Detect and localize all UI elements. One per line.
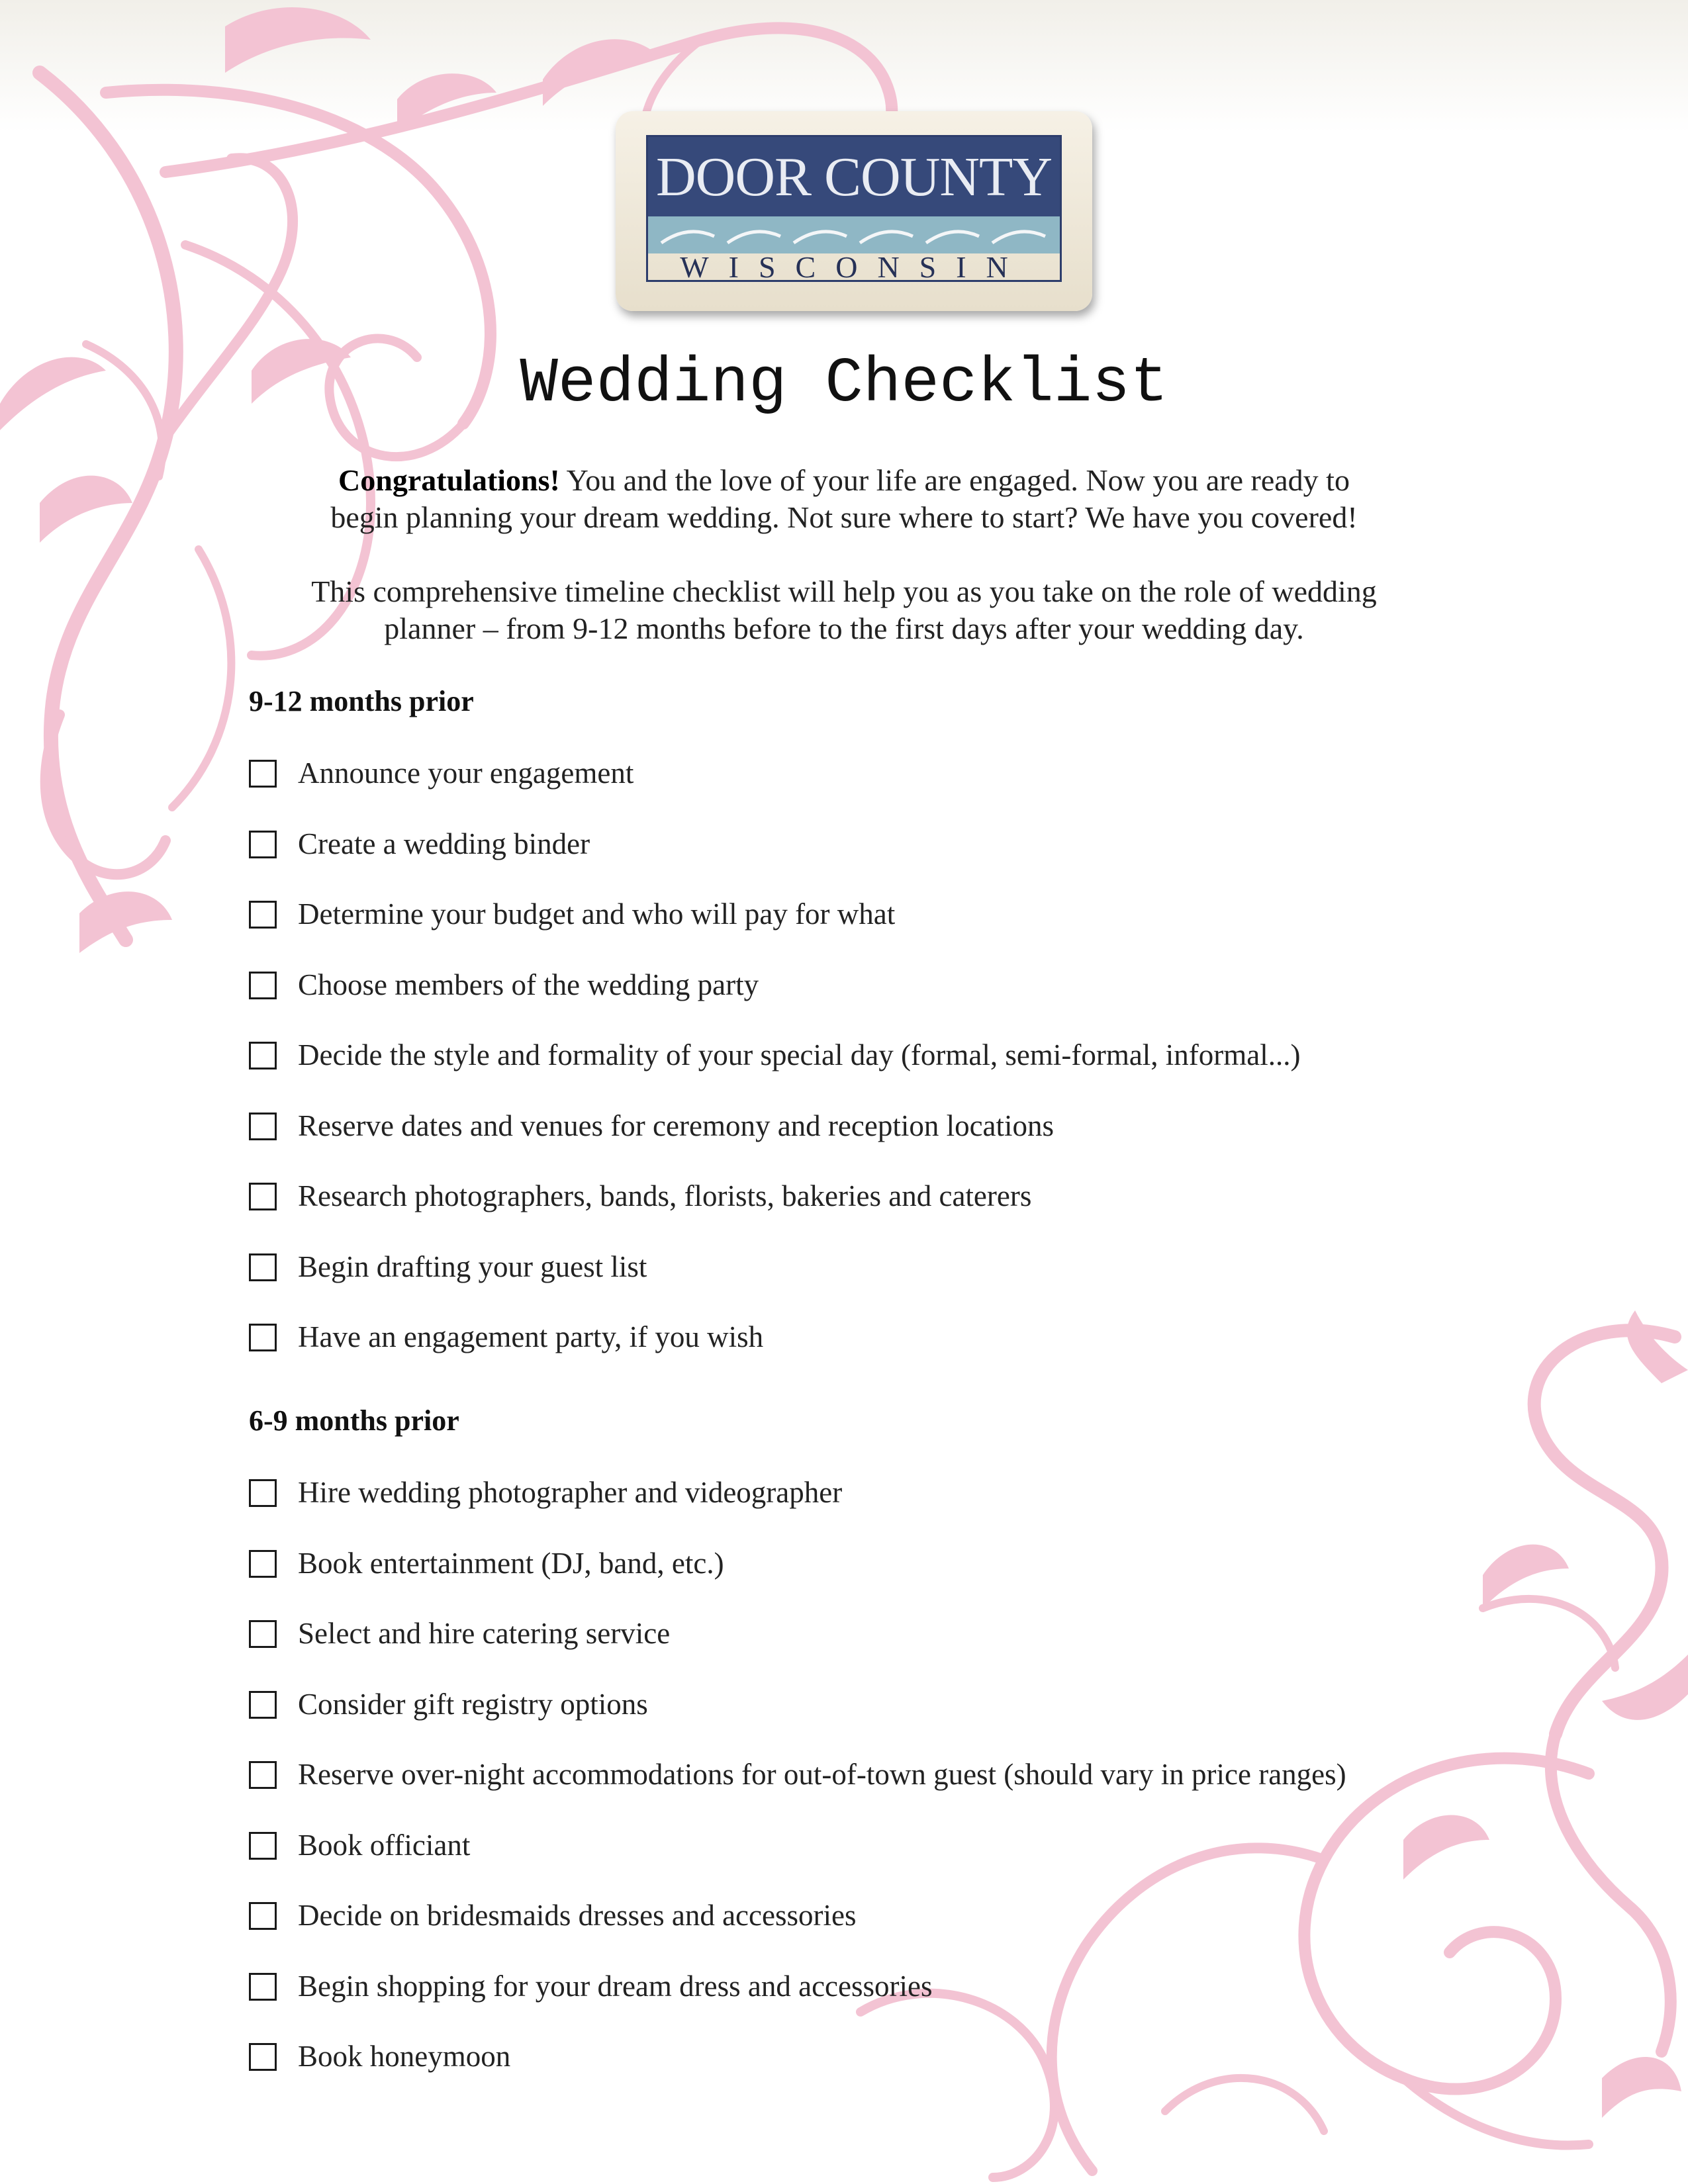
checklist-item <box>249 1318 1507 1358</box>
checklist-item-label: Decide the style and formality of your special day (formal, semi-formal, informal...) <box>298 1038 1301 1071</box>
checklist-item-label: Consider gift registry options <box>298 1688 648 1721</box>
checklist-item-label: Book entertainment (DJ, band, etc.) <box>298 1547 724 1580</box>
checkbox[interactable] <box>249 1620 277 1648</box>
checklist-item <box>249 1545 1507 1584</box>
checklist-item-label: Create a wedding binder <box>298 827 590 860</box>
intro-p1-line1-text: You and the love of your life are engaged. Now you are ready to <box>559 463 1350 497</box>
checkbox[interactable] <box>249 1183 277 1210</box>
congrats-text: Congratulations! <box>338 463 560 497</box>
intro-paragraph-1 <box>0 462 1688 536</box>
waves-icon <box>648 216 1060 253</box>
logo-line1: DOOR COUNTY <box>656 146 1052 208</box>
checkbox[interactable] <box>249 901 277 929</box>
checklist-item <box>249 1177 1507 1217</box>
checklist-item <box>249 1474 1507 1514</box>
intro-p1-line2: begin planning your dream wedding. Not sure where to start? We have you covered! <box>330 500 1358 534</box>
checklist-item <box>249 1686 1507 1725</box>
checkbox[interactable] <box>249 2043 277 2071</box>
checkbox[interactable] <box>249 760 277 788</box>
checkbox[interactable] <box>249 1761 277 1789</box>
checklist-item <box>249 1248 1507 1288</box>
checkbox[interactable] <box>249 972 277 999</box>
checklist-item-label: Choose members of the wedding party <box>298 968 759 1001</box>
logo-frame <box>646 135 1062 282</box>
checkbox[interactable] <box>249 1973 277 2001</box>
checklist-item-label: Begin shopping for your dream dress and accessories <box>298 1970 933 2003</box>
checklist-item-label: Announce your engagement <box>298 756 634 790</box>
checkbox[interactable] <box>249 1550 277 1578</box>
checklist-item-label: Decide on bridesmaids dresses and accessories <box>298 1899 857 1932</box>
intro-p1-line1 <box>0 462 1688 499</box>
door-county-logo <box>616 111 1092 311</box>
checkbox[interactable] <box>249 1832 277 1860</box>
checklist-item <box>249 1827 1507 1866</box>
checklist-item-label: Determine your budget and who will pay for what <box>298 897 896 931</box>
checklist-item <box>249 895 1507 935</box>
checkbox[interactable] <box>249 1691 277 1719</box>
checklist-item-label: Research photographers, bands, florists, bakeries and caterers <box>298 1179 1032 1212</box>
checkbox[interactable] <box>249 1042 277 1069</box>
checkbox[interactable] <box>249 1902 277 1930</box>
page-title: Wedding Checklist <box>520 347 1168 420</box>
checklist-item-label: Select and hire catering service <box>298 1617 671 1650</box>
checkbox[interactable] <box>249 1253 277 1281</box>
checklist-item-label: Reserve over-night accommodations for out-of-town guest (should vary in price ranges) <box>298 1758 1346 1791</box>
intro-p2-line1: This comprehensive timeline checklist will help you as you take on the role of wedding <box>311 574 1377 608</box>
section-heading-9-12-months: 9-12 months prior <box>249 685 474 717</box>
checklist-item-label: Book officiant <box>298 1829 471 1862</box>
checklist-item <box>249 1615 1507 1655</box>
checklist-item <box>249 1107 1507 1147</box>
checklist-item <box>249 1968 1507 2007</box>
logo-waves <box>648 216 1060 253</box>
checklist-item-label: Book honeymoon <box>298 2040 511 2073</box>
checkbox[interactable] <box>249 831 277 858</box>
checkbox[interactable] <box>249 1324 277 1351</box>
checklist-item <box>249 754 1507 794</box>
checklist-item <box>249 966 1507 1006</box>
checklist-item <box>249 2038 1507 2077</box>
section-heading-6-9-months: 6-9 months prior <box>249 1404 459 1437</box>
intro-paragraph-2 <box>0 573 1688 647</box>
checklist-item <box>249 1036 1507 1076</box>
checklist-item <box>249 1756 1507 1796</box>
checkbox[interactable] <box>249 1113 277 1140</box>
checklist-item <box>249 825 1507 865</box>
checklist-item-label: Have an engagement party, if you wish <box>298 1320 764 1353</box>
checklist-item <box>249 1897 1507 1936</box>
checklist-item-label: Reserve dates and venues for ceremony and reception locations <box>298 1109 1055 1142</box>
intro-p2-line2: planner – from 9-12 months before to the first days after your wedding day. <box>384 612 1304 645</box>
checkbox[interactable] <box>249 1479 277 1507</box>
logo-line2: WISCONSIN <box>680 250 1028 284</box>
checklist-item-label: Hire wedding photographer and videographer <box>298 1476 843 1509</box>
checklist-item-label: Begin drafting your guest list <box>298 1250 647 1283</box>
